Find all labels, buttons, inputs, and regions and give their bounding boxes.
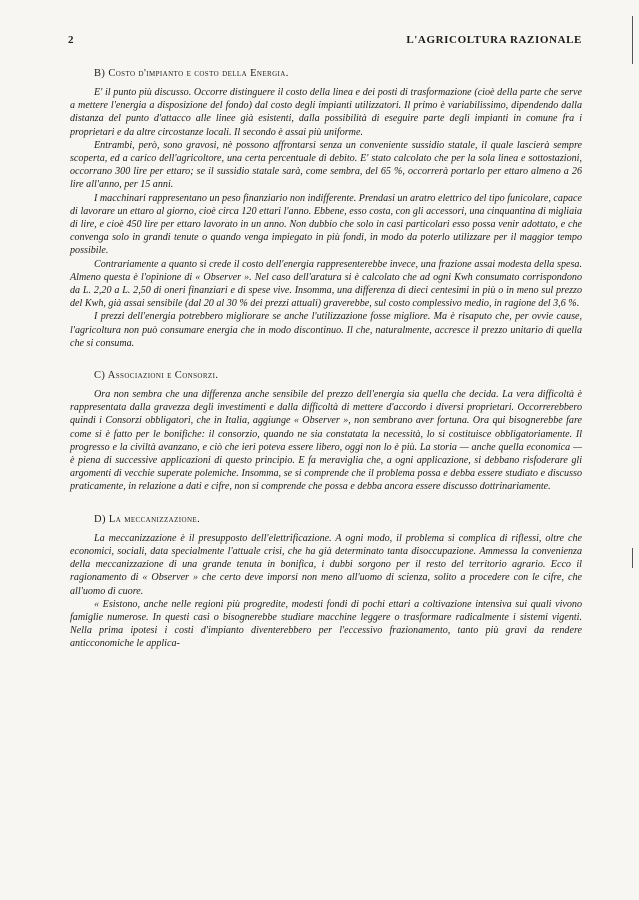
section-heading: D) La meccanizzazione.: [94, 513, 201, 525]
paragraph: E' il punto più discusso. Occorre distinguere il costo della linea e dei posti di trasformazione (cioè della parte che serve a mettere l'energia a disposizione del fondo) dal costo degli impianti utilizzatori. Il primo è variabilissimo, dipendendo dalla distanza del punto d'attacco alle linee già esistenti, dalla possibilità di eseguire parte degli impianti in comune fra i proprietari e da altre circostanze locali. Il secondo è assai più uniforme.: [70, 87, 582, 138]
paragraph: La meccanizzazione è il presupposto dell'elettrificazione. A ogni modo, il problema si complica di riflessi, oltre che economici, sociali, data specialmente l'attuale crisi, che ha già determinato tanta disoccupazione. Ammessa la convenienza della meccanizzazione di una grande tenuta in bonifica, i dubbi sorgono per il resto del territorio agrario. Ecco il ragionamento di « Observer » che certo deve imporsi non meno all'uomo di scienza, solito a procedere con le cifre, che all'uomo di cuore.: [70, 532, 582, 597]
journal-title: L'AGRICOLTURA RAZIONALE: [406, 34, 582, 46]
paragraph: Entrambi, però, sono gravosi, nè possono affrontarsi senza un conveniente sussidio statale, il quale lascierà sempre scoperta, ed a carico dell'agricoltore, una certa percentuale di debito. E' stato calcolato che per la sola linea e sottostazioni, occorrano 300 lire per ettaro; se il sussidio statale sarà, come sembra, del 65 %, occorrerà portarlo per ettaro almeno a 26 lire all'anno, per 15 anni.: [70, 139, 582, 191]
running-head: [68, 34, 582, 46]
page: [70, 34, 582, 651]
section-heading: C) Associazioni e Consorzi.: [94, 370, 219, 382]
paragraph: I macchinari rappresentano un peso finanziario non indifferente. Prendasi un aratro elettrico del tipo funicolare, capace di lavorare un ettaro al giorno, cioè circa 120 ettari l'anno. Ebbene, esso costa, con gli accessori, una cinquantina di migliaia di lire, e cioè 450 lire per ettaro lavorato in un anno. Non dubbio che solo in casi particolari esso possa venir adottato, e che convenga solo in grandi tenute o quando venga impiegato in più fondi, in modo da poterlo utilizzare per il maggior tempo possibile.: [70, 192, 582, 257]
section-c: [70, 370, 582, 494]
page-edge-mark: [632, 548, 633, 568]
paragraph: Ora non sembra che una differenza anche sensibile del prezzo dell'energia sia quella che decida. La vera difficoltà è rappresentata dalla gravezza degli investimenti e dalla difficoltà di mettere d'accordo i diversi proprietari. Occorrerebbero quindi i Consorzi obbligatori, che in Italia, aggiunge « Observer », non sembrano aver fortuna. Ora qui bisognerebbe fare come si è fatto per le bonifiche: il consorzio, quando ne sia constatata la necessità, lo si costituisce obbligatoriamente. Il progresso e la civiltà avanzano, e ciò che ieri poteva essere libero, oggi non lo è più. La storia — anche quella economica — è piena di successive applicazioni di questo principio. E fa meraviglia che, a ogni applicazione, si debbano risfoderare gli argomenti di vecchie superate polemiche. Insomma, se si comprende che il problema possa e debba essere studiato e discusso praticamente, in relazione a dati e cifre, non si comprende che possa e debba ancora essere discusso dottrinariamente.: [70, 389, 582, 493]
section-d: [70, 514, 582, 651]
paragraph: I prezzi dell'energia potrebbero migliorare se anche l'utilizzazione fosse migliore. Ma è risaputo che, per ovvie cause, l'agricoltura non può consumare energia che in modo discontinuo. Il che, naturalmente, accresce il prezzo unitario di quella che si consuma.: [70, 311, 582, 349]
paragraph: « Esistono, anche nelle regioni più progredite, modesti fondi di pochi ettari a coltivazione intensiva sui quali vivono famiglie numerose. In questi casi o bisognerebbe studiare macchine leggere o trasformare radicalmente i sistemi vigenti. Nella prima ipotesi i costi d'impianto diventerebbero per l'eccessivo frazionamento, tanto più gravi da rendere anticconomiche le applica-: [70, 598, 582, 650]
section-heading: B) Costo d'impianto e costo della Energia.: [94, 68, 289, 79]
section-b: [70, 68, 582, 350]
page-number: 2: [68, 34, 74, 46]
paragraph: Contrariamente a quanto si crede il costo dell'energia rappresenterebbe invece, una frazione assai modesta della spesa. Almeno questa è l'opinione di « Observer ». Nel caso dell'aratura si è calcolato che ad ogni Kwh consumato corrispondono da L. 2,20 a L. 2,50 di oneri finanziari e di spese vive. Insomma, una differenza di dieci centesimi in più o in meno sul prezzo del Kwh, già assai sensibile (dal 20 al 30 % dei prezzi attuali) graverebbe, sul costo complessivo medio, in ragione del 3,6 %.: [70, 258, 582, 310]
page-edge-mark: [632, 16, 633, 64]
